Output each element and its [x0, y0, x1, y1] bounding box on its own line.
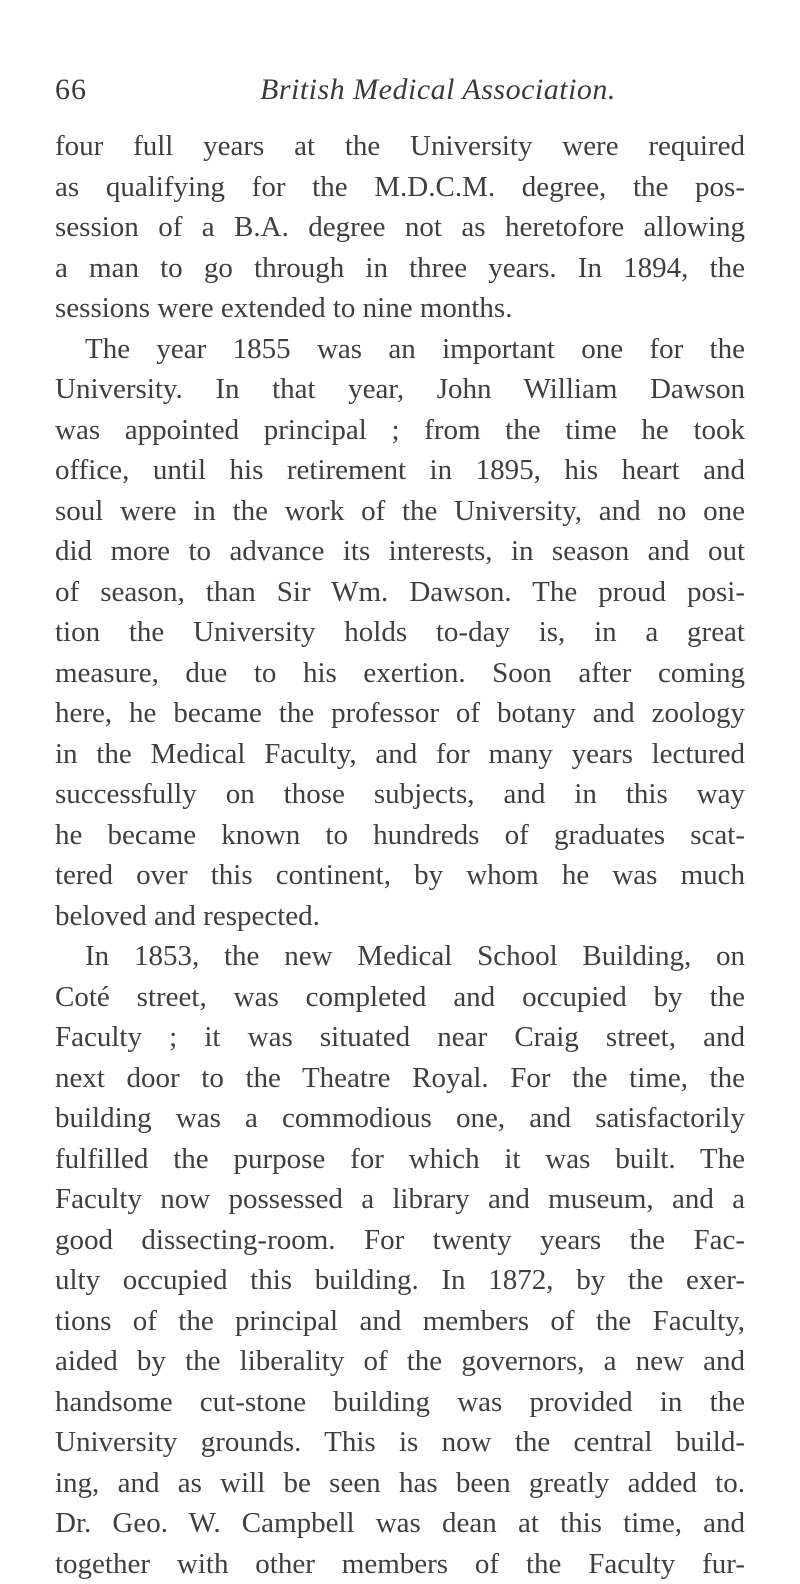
text-line: did more to advance its interests, in season and out — [55, 531, 745, 572]
text-line: soul were in the work of the University, and no one — [55, 491, 745, 532]
text-line: a man to go through in three years. In 1894, the — [55, 248, 745, 289]
text-line: successfully on those subjects, and in this way — [55, 774, 745, 815]
text-line: was appointed principal ; from the time he took — [55, 410, 745, 451]
text-line: building was a commodious one, and satisfactorily — [55, 1098, 745, 1139]
text-line: office, until his retirement in 1895, his heart and — [55, 450, 745, 491]
text-line: in the Medical Faculty, and for many years lectured — [55, 734, 745, 775]
text-line: good dissecting-room. For twenty years the Fac- — [55, 1220, 745, 1261]
text-line: Faculty ; it was situated near Craig street, and — [55, 1017, 745, 1058]
text-line: tions of the principal and members of the Faculty, — [55, 1301, 745, 1342]
page-number: 66 — [55, 70, 87, 110]
text-line: aided by the liberality of the governors, a new and — [55, 1341, 745, 1382]
text-line: ing, and as will be seen has been greatly added to. — [55, 1463, 745, 1504]
text-line: Coté street, was completed and occupied by the — [55, 977, 745, 1018]
text-line: Dr. Geo. W. Campbell was dean at this time, and — [55, 1503, 745, 1544]
text-line: measure, due to his exertion. Soon after coming — [55, 653, 745, 694]
text-line: of season, than Sir Wm. Dawson. The proud posi- — [55, 572, 745, 613]
text-line: here, he became the professor of botany and zoology — [55, 693, 745, 734]
running-head: British Medical Association. — [260, 70, 616, 110]
text-line: as qualifying for the M.D.C.M. degree, the pos- — [55, 167, 745, 208]
text-line: together with other members of the Faculty fur- — [55, 1544, 745, 1584]
text-line: In 1853, the new Medical School Building, on — [55, 936, 745, 977]
text-line: ulty occupied this building. In 1872, by the exer- — [55, 1260, 745, 1301]
text-line: Faculty now possessed a library and museum, and a — [55, 1179, 745, 1220]
text-line: handsome cut-stone building was provided in the — [55, 1382, 745, 1423]
body-text — [55, 126, 745, 1584]
page-header — [55, 70, 745, 116]
text-line: next door to the Theatre Royal. For the time, the — [55, 1058, 745, 1099]
text-line: The year 1855 was an important one for the — [55, 329, 745, 370]
text-line: session of a B.A. degree not as heretofore allowing — [55, 207, 745, 248]
text-line: University grounds. This is now the central build- — [55, 1422, 745, 1463]
text-line: tered over this continent, by whom he was much — [55, 855, 745, 896]
text-line: beloved and respected. — [55, 896, 745, 937]
text-line: University. In that year, John William Dawson — [55, 369, 745, 410]
text-line: sessions were extended to nine months. — [55, 288, 745, 329]
text-line: fulfilled the purpose for which it was built. The — [55, 1139, 745, 1180]
text-line: four full years at the University were required — [55, 126, 745, 167]
text-line: he became known to hundreds of graduates scat- — [55, 815, 745, 856]
text-line: tion the University holds to-day is, in a great — [55, 612, 745, 653]
